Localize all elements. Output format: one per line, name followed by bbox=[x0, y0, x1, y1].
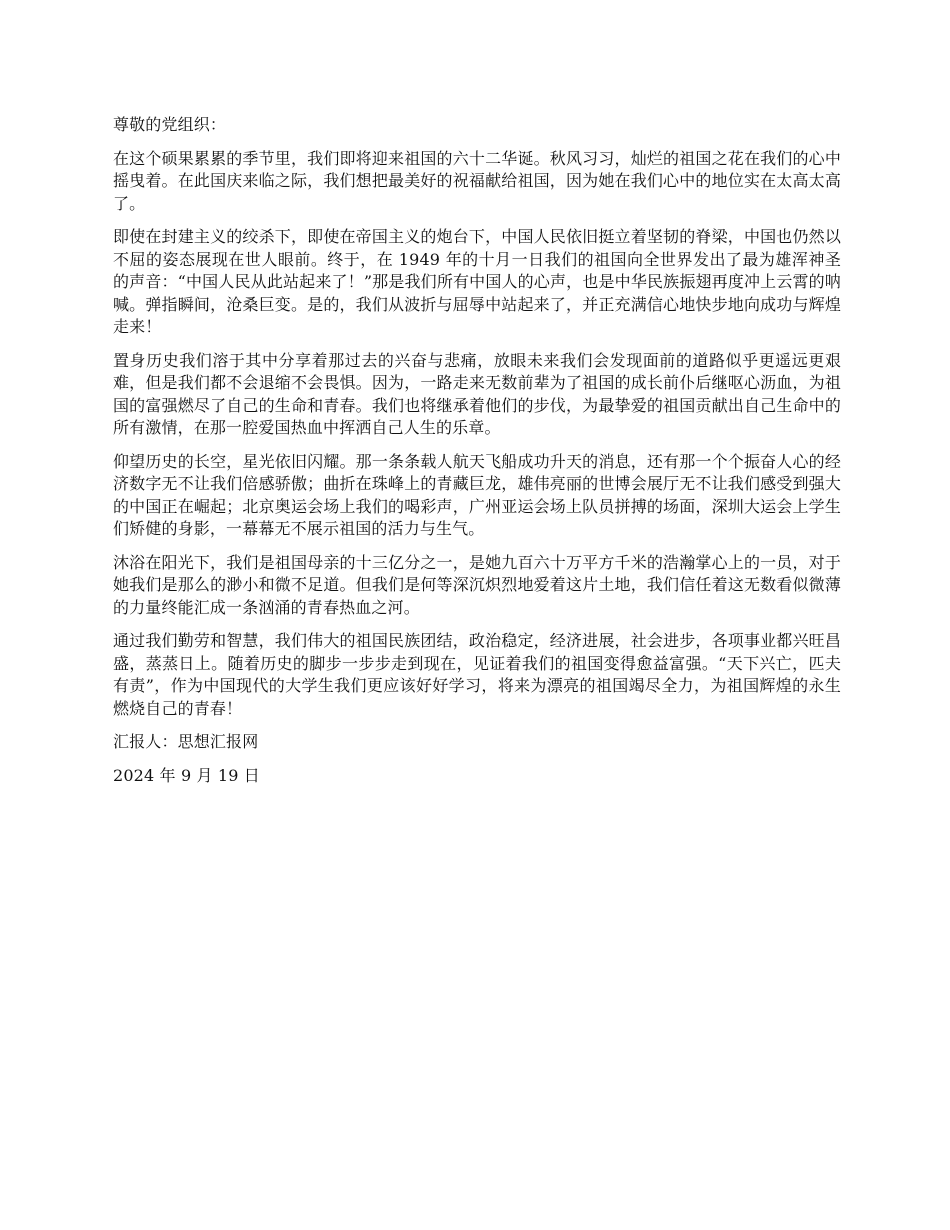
paragraph-5: 沐浴在阳光下，我们是祖国母亲的十三亿分之一，是她九百六十万平方千米的浩瀚掌心上的一员，对于她我们是那么的渺小和微不足道。但我们是何等深沉炽烈地爱着这片土地，我们信任着这无数看似微薄的力量终能汇成一条汹涌的青春热血之河。 bbox=[113, 552, 841, 617]
paragraph-4: 仰望历史的长空，星光依旧闪耀。那一条条载人航天飞船成功升天的消息，还有那一个个振奋人心的经济数字无不让我们倍感骄傲；曲折在珠峰上的青藏巨龙，雄伟亮丽的世博会展厅无不让我们感受到强大的中国正在崛起；北京奥运会场上我们的喝彩声，广州亚运会场上队员拼搏的场面，深圳大运会上学生们矫健的身影，一幕幕无不展示祖国的活力与生气。 bbox=[113, 451, 841, 538]
letter-date: 2024 年 9 月 19 日 bbox=[113, 765, 260, 785]
salutation: 尊敬的党组织： bbox=[113, 115, 227, 134]
document-page bbox=[113, 114, 841, 798]
paragraph-1: 在这个硕果累累的季节里，我们即将迎来祖国的六十二华诞。秋风习习，灿烂的祖国之花在我们的心中摇曳着。在此国庆来临之际，我们想把最美好的祝福献给祖国，因为她在我们心中的地位实在太高太高了。 bbox=[113, 148, 841, 213]
reporter-signature: 汇报人：思想汇报网 bbox=[113, 732, 259, 751]
paragraph-3: 置身历史我们溶于其中分享着那过去的兴奋与悲痛，放眼未来我们会发现面前的道路似乎更遥远更艰难，但是我们都不会退缩不会畏惧。因为，一路走来无数前辈为了祖国的成长前仆后继呕心沥血，为祖国的富强燃尽了自己的生命和青春。我们也将继承着他们的步伐，为最挚爱的祖国贡献出自己生命中的所有激情，在那一腔爱国热血中挥洒自己人生的乐章。 bbox=[113, 350, 841, 437]
paragraph-6: 通过我们勤劳和智慧，我们伟大的祖国民族团结，政治稳定，经济进展，社会进步，各项事业都兴旺昌盛，蒸蒸日上。随着历史的脚步一步步走到现在，见证着我们的祖国变得愈益富强。“天下兴亡，匹夫有责”，作为中国现代的大学生我们更应该好好学习，将来为漂亮的祖国竭尽全力，为祖国辉煌的永生燃烧自己的青春！ bbox=[113, 631, 841, 718]
paragraph-2: 即使在封建主义的绞杀下，即使在帝国主义的炮台下，中国人民依旧挺立着坚韧的脊梁，中国也仍然以不屈的姿态展现在世人眼前。终于，在 1949 年的十月一日我们的祖国向全世界发出了最为雄浑神圣的声音：“中国人民从此站起来了！”那是我们所有中国人的心声，也是中华民族振翅再度冲上云霄的呐喊。弹指瞬间，沧桑巨变。是的，我们从波折与屈辱中站起来了，并正充满信心地快步地向成功与辉煌走来！ bbox=[113, 227, 841, 336]
